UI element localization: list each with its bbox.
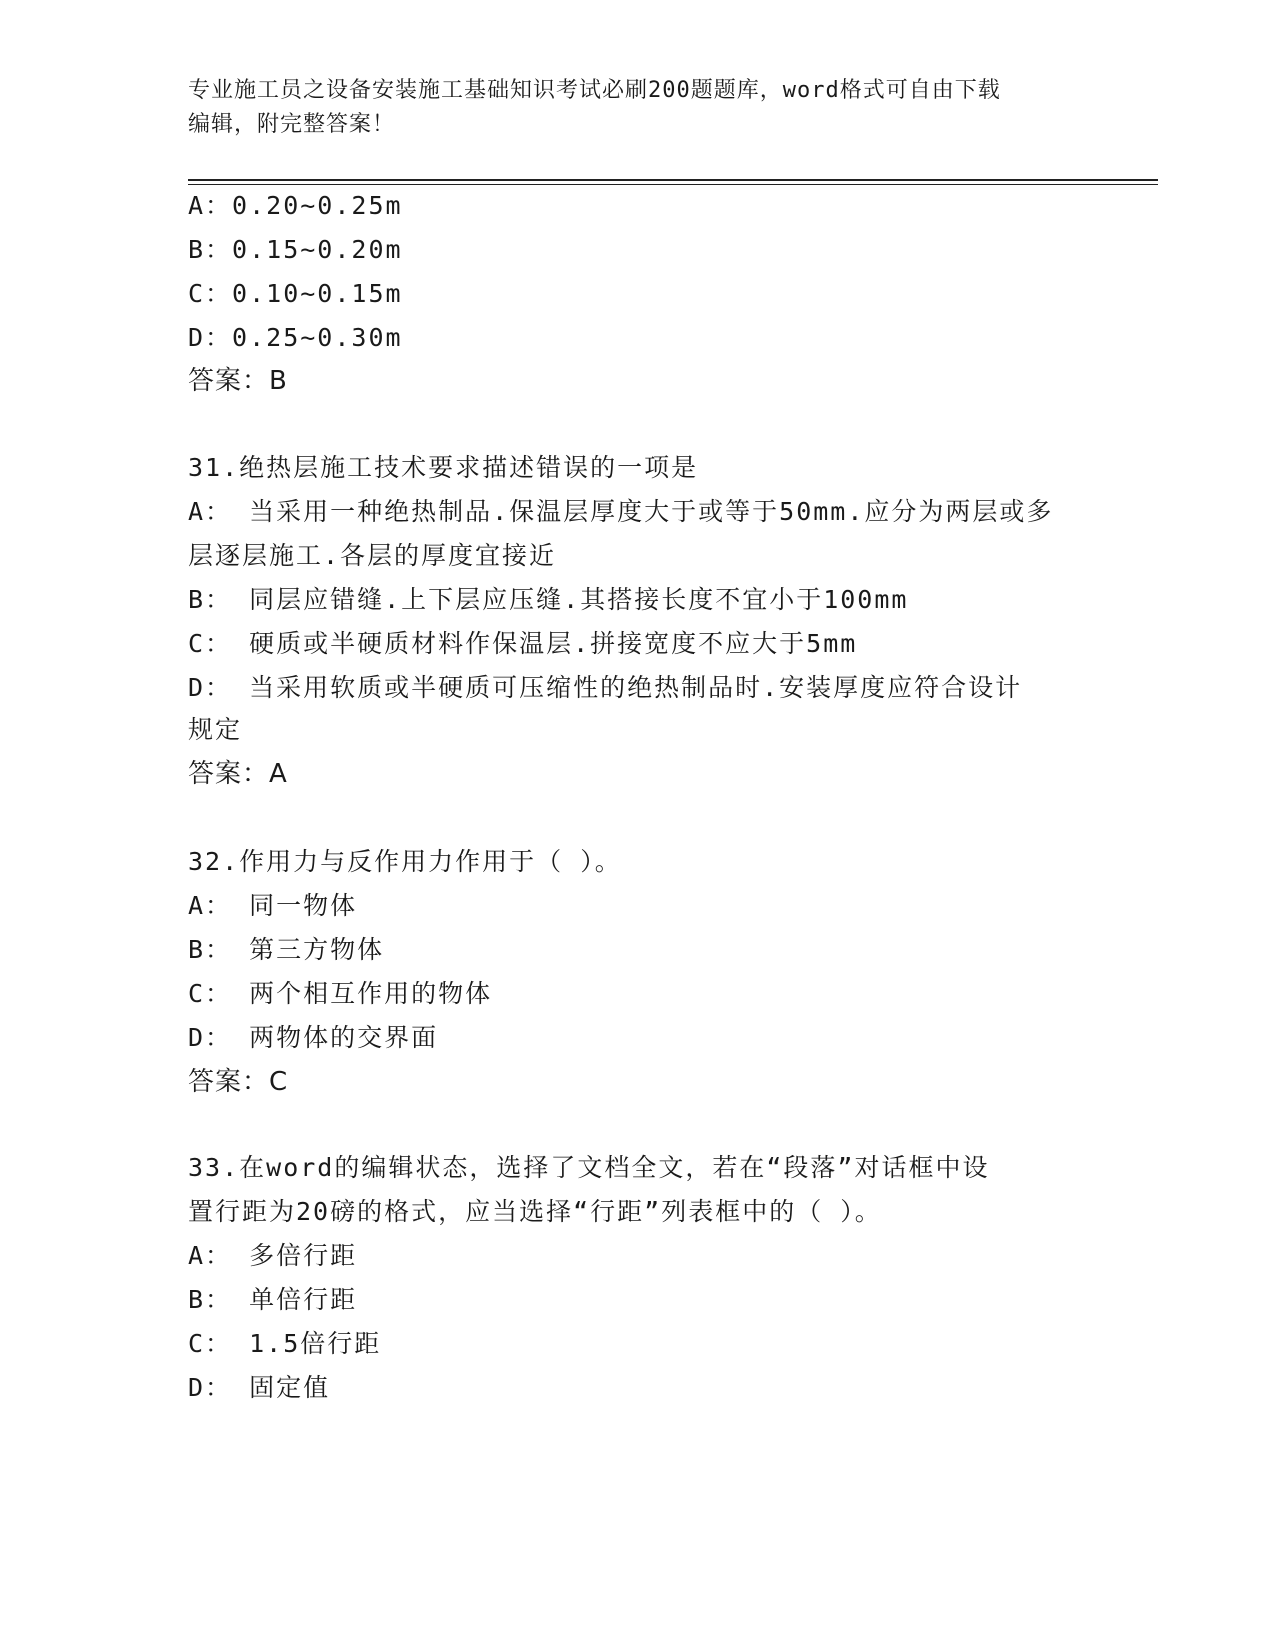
q32-option-d: D： 两物体的交界面 <box>188 1023 439 1052</box>
q32-option-c: C： 两个相互作用的物体 <box>188 979 493 1008</box>
q31-stem: 31.绝热层施工技术要求描述错误的一项是 <box>188 453 699 482</box>
q32-option-a: A： 同一物体 <box>188 891 358 920</box>
q33-stem-line-2: 置行距为20磅的格式，应当选择“行距”列表框中的（ ）。 <box>188 1197 882 1226</box>
q31-option-d-line-1: D： 当采用软质或半硬质可压缩性的绝热制品时.安装厚度应符合设计 <box>188 673 1023 702</box>
q33-option-c: C： 1.5倍行距 <box>188 1329 382 1358</box>
q33-stem-line-1: 33.在word的编辑状态，选择了文档全文，若在“段落”对话框中设 <box>188 1153 990 1182</box>
q31-option-d-line-2: 规定 <box>188 715 243 744</box>
q30-option-c: C：0.10~0.15m <box>188 279 403 308</box>
q33-option-d: D： 固定值 <box>188 1373 331 1402</box>
q33-option-b: B： 单倍行距 <box>188 1285 358 1314</box>
q32-answer: 答案：C <box>188 1067 289 1097</box>
header-title-line-2: 编辑，附完整答案！ <box>188 112 396 137</box>
q31-option-a-line-2: 层逐层施工.各层的厚度宜接近 <box>188 541 557 570</box>
q33-option-a: A： 多倍行距 <box>188 1241 358 1270</box>
document-header <box>188 74 1078 142</box>
header-rule-thin <box>188 184 1158 185</box>
q31-option-c: C： 硬质或半硬质材料作保温层.拼接宽度不应大于5mm <box>188 629 858 658</box>
q30-option-a: A：0.20~0.25m <box>188 191 403 220</box>
header-title-line-1: 专业施工员之设备安装施工基础知识考试必刷200题题库，word格式可自由下载 <box>188 78 1001 103</box>
q30-answer: 答案：B <box>188 366 288 396</box>
q32-stem: 32.作用力与反作用力作用于（ ）。 <box>188 847 622 876</box>
q31-option-a-line-1: A： 当采用一种绝热制品.保温层厚度大于或等于50mm.应分为两层或多 <box>188 497 1054 526</box>
q31-option-b: B： 同层应错缝.上下层应压缝.其搭接长度不宜小于100mm <box>188 585 909 614</box>
q30-option-d: D：0.25~0.30m <box>188 323 403 352</box>
q32-option-b: B： 第三方物体 <box>188 935 385 964</box>
header-rule-thick <box>188 179 1158 181</box>
q31-answer: 答案：A <box>188 759 288 789</box>
q30-option-b: B：0.15~0.20m <box>188 235 403 264</box>
